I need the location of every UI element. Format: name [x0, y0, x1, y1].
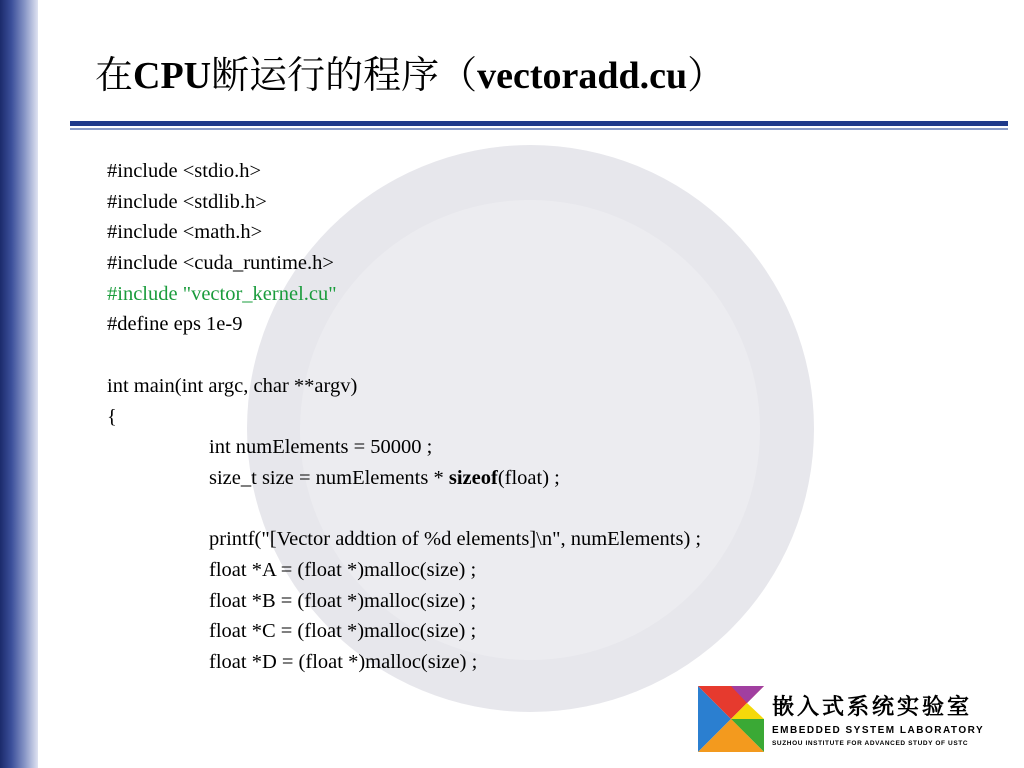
lab-name-cn: 嵌入式系统实验室: [772, 695, 973, 720]
code-line-sizeof: [107, 463, 701, 494]
code-line: float *C = (float *)malloc(size) ;: [209, 620, 477, 643]
title-file: vectoradd.cu: [477, 55, 688, 97]
slide-title: [95, 44, 725, 99]
sizeof-keyword: sizeof: [448, 466, 498, 489]
code-text: size_t size = numElements *: [209, 466, 449, 489]
code-line-blank: [107, 494, 701, 525]
code-line: int numElements = 50000 ;: [209, 436, 433, 459]
lab-name-en: EMBEDDED SYSTEM LABORATORY: [772, 725, 985, 736]
sidebar-gradient: [0, 0, 38, 768]
code-line: float *A = (float *)malloc(size) ;: [209, 558, 477, 581]
code-line: printf("[Vector addtion of %d elements]\n", numElements) ;: [209, 528, 702, 551]
lab-subtitle: SUZHOU INSTITUTE FOR ADVANCED STUDY OF USTC: [772, 740, 969, 747]
code-line: {: [107, 405, 117, 428]
title-prefix: 在: [95, 55, 134, 97]
code-line: #include <stdio.h>: [107, 160, 262, 182]
code-line: int main(int argc, char **argv): [107, 374, 358, 397]
code-line-highlighted: #include "vector_kernel.cu": [107, 282, 337, 305]
title-divider: [70, 121, 1008, 126]
code-line: #include <math.h>: [107, 221, 263, 244]
code-line: float *B = (float *)malloc(size) ;: [209, 589, 477, 612]
code-line: #define eps 1e-9: [107, 313, 243, 336]
code-text: (float) ;: [497, 466, 560, 489]
code-line-blank: [107, 340, 701, 371]
code-line: float *D = (float *)malloc(size) ;: [209, 651, 478, 673]
title-divider-thin: [70, 128, 1008, 130]
code-block: [107, 156, 701, 678]
code-line: #include <stdlib.h>: [107, 190, 267, 213]
title-cpu: CPU: [133, 55, 212, 97]
lab-logo-icon: [698, 686, 764, 752]
title-middle: 断运行的程序（: [211, 55, 478, 97]
title-suffix: ）: [687, 55, 726, 97]
code-line: #include <cuda_runtime.h>: [107, 252, 334, 275]
